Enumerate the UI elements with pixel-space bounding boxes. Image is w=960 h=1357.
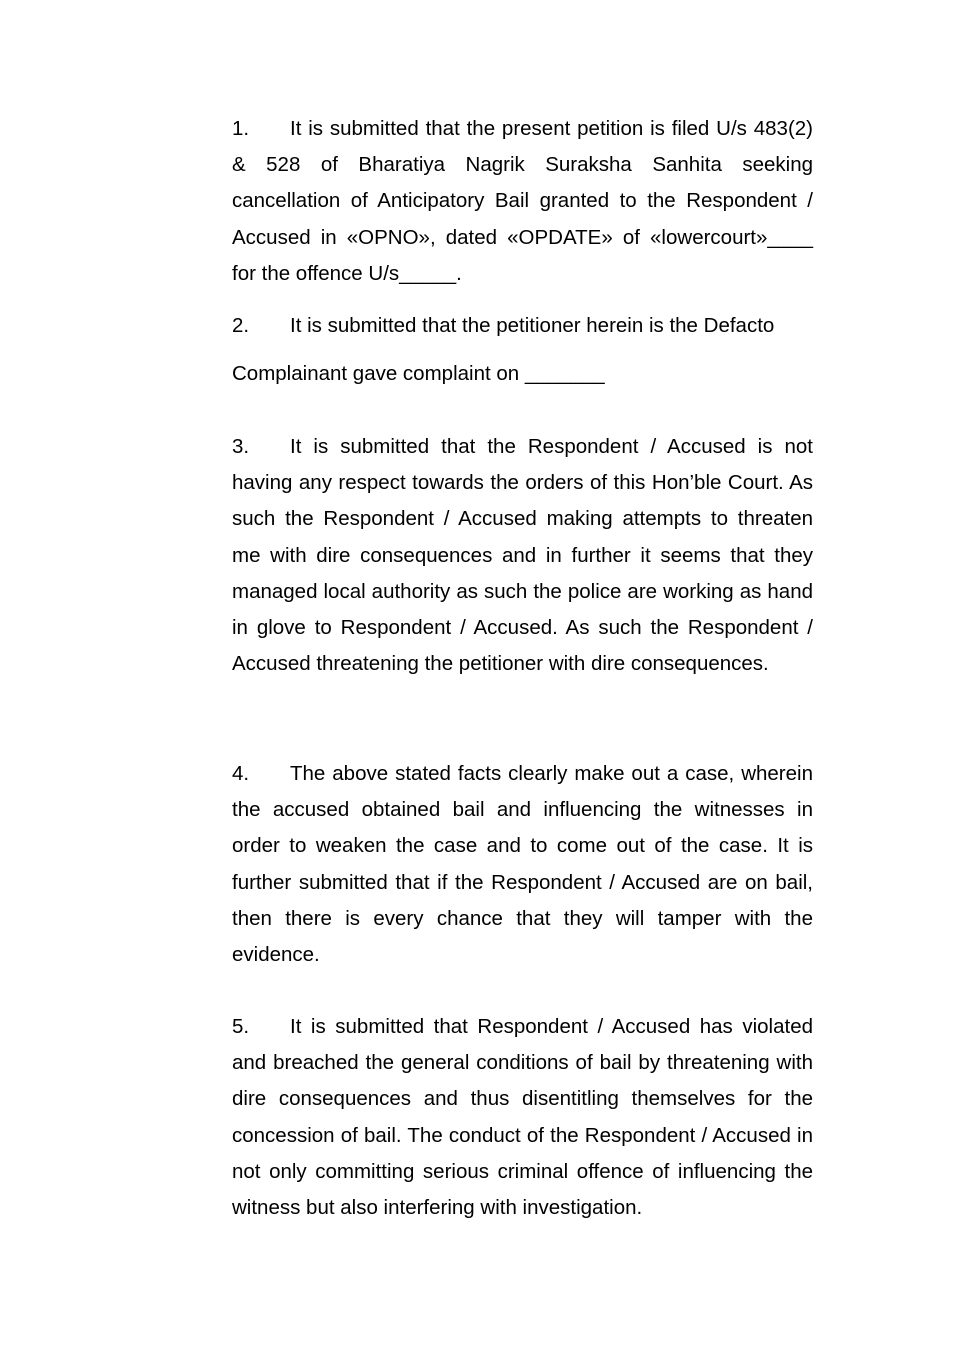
paragraph-text: It is submitted that Respondent / Accused has violated and breached the general conditions of bail by threatening with dire consequences and thus disentitling themselves for the concession of bail. The conduct of the Respondent / Accused in not only committing serious criminal offence of influencing the witness but also interfering with investigation. — [232, 1015, 813, 1220]
paragraph-2 — [232, 308, 813, 392]
paragraph-text: The above stated facts clearly make out a case, wherein the accused obtained bail and influencing the witnesses in order to weaken the case and to come out of the case. It is further submitted that if the Respondent / Accused are on bail, then there is every chance that they will tamper with the evidence. — [232, 762, 813, 967]
paragraph-text: It is submitted that the present petition is filed U/s 483(2) & 528 of Bharatiya Nagrik Suraksha Sanhita seeking cancellation of Anticipatory Bail granted to the Respondent / Accused in «OPNO», dated «OPDATE» of «lowercourt»____ for the offence U/s_____. — [232, 117, 813, 285]
paragraph-text: It is submitted that the petitioner herein is the Defacto — [290, 314, 775, 337]
paragraph-number: 4. — [232, 762, 250, 785]
paragraph-3 — [232, 429, 813, 682]
paragraph-number: 3. — [232, 435, 250, 458]
paragraph-4 — [232, 756, 813, 973]
paragraph-text-continued: Complainant gave complaint on _______ — [232, 362, 605, 386]
paragraph-1 — [232, 111, 813, 292]
paragraph-text: It is submitted that the Respondent / Accused is not having any respect towards the orders of this Hon’ble Court. As such the Respondent / Accused making attempts to threaten me with dire consequences and in further it seems that they managed local authority as such the police are working as hand in glove to Respondent / Accused. As such the Respondent / Accused threatening the petitioner with dire consequences. — [232, 435, 813, 676]
paragraph-number: 2. — [232, 314, 250, 337]
paragraph-number: 1. — [232, 117, 250, 140]
paragraph-number: 5. — [232, 1015, 250, 1038]
paragraph-5 — [232, 1009, 813, 1226]
